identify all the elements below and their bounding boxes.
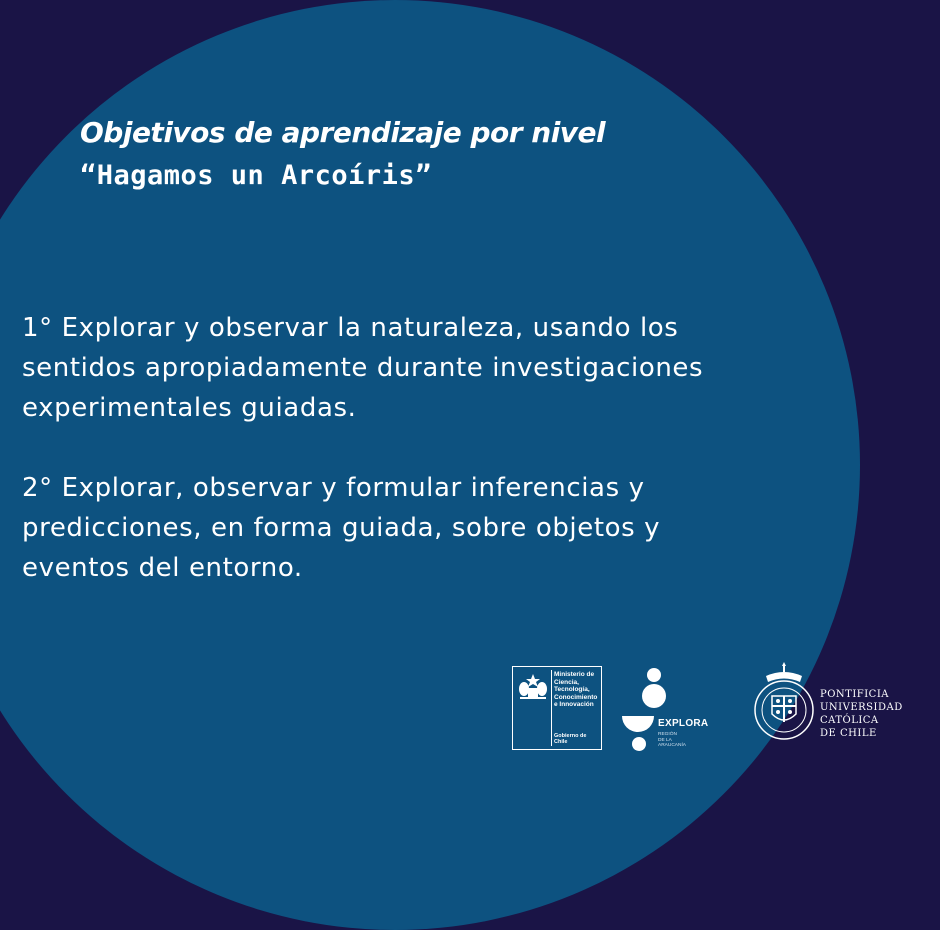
government-label: Gobierno de Chile [554,733,587,745]
explora-name: EXPLORA [658,718,709,729]
region-line: REGIÓN [658,732,677,737]
region-line: ARAUCANÍA [658,743,686,749]
objective-line: eventos del entorno. [22,553,303,583]
page-title: Objetivos de aprendizaje por nivel [80,116,606,149]
ministry-line: Tecnología, [554,686,590,693]
objective-line: experimentales guiadas. [22,393,357,423]
objective-line: sentidos apropiadamente durante investigaciones [22,353,704,383]
explora-logo [618,666,718,756]
uc-line: CATÓLICA [820,715,879,726]
uc-line: PONTIFICIA [820,689,890,700]
ministry-line: Ministerio de [554,671,595,678]
chile-coat-of-arms-icon [517,671,549,701]
uc-line: UNIVERSIDAD [820,702,903,713]
objective-line: 1° Explorar y observar la naturaleza, usando los [22,313,679,343]
region-line: DE LA [658,737,672,743]
ministry-line: Conocimiento [554,693,598,701]
ministry-name [554,671,597,709]
objective-level-2 [22,468,660,588]
uc-line: DE CHILE [820,728,877,739]
uc-crest-icon [752,660,816,750]
explora-region [658,732,686,749]
uc-name [820,688,903,740]
logo-divider [551,670,552,746]
ministry-line: e Innovación [554,701,594,708]
objective-line: 2° Explorar, observar y formular inferencias y [22,473,645,503]
objective-level-1 [22,308,703,428]
objective-line: predicciones, en forma guiada, sobre objetos y [22,513,661,543]
activity-subtitle: “Hagamos un Arcoíris” [80,160,432,191]
ministry-line: Ciencia, [554,678,579,686]
ministry-logo [512,666,602,750]
